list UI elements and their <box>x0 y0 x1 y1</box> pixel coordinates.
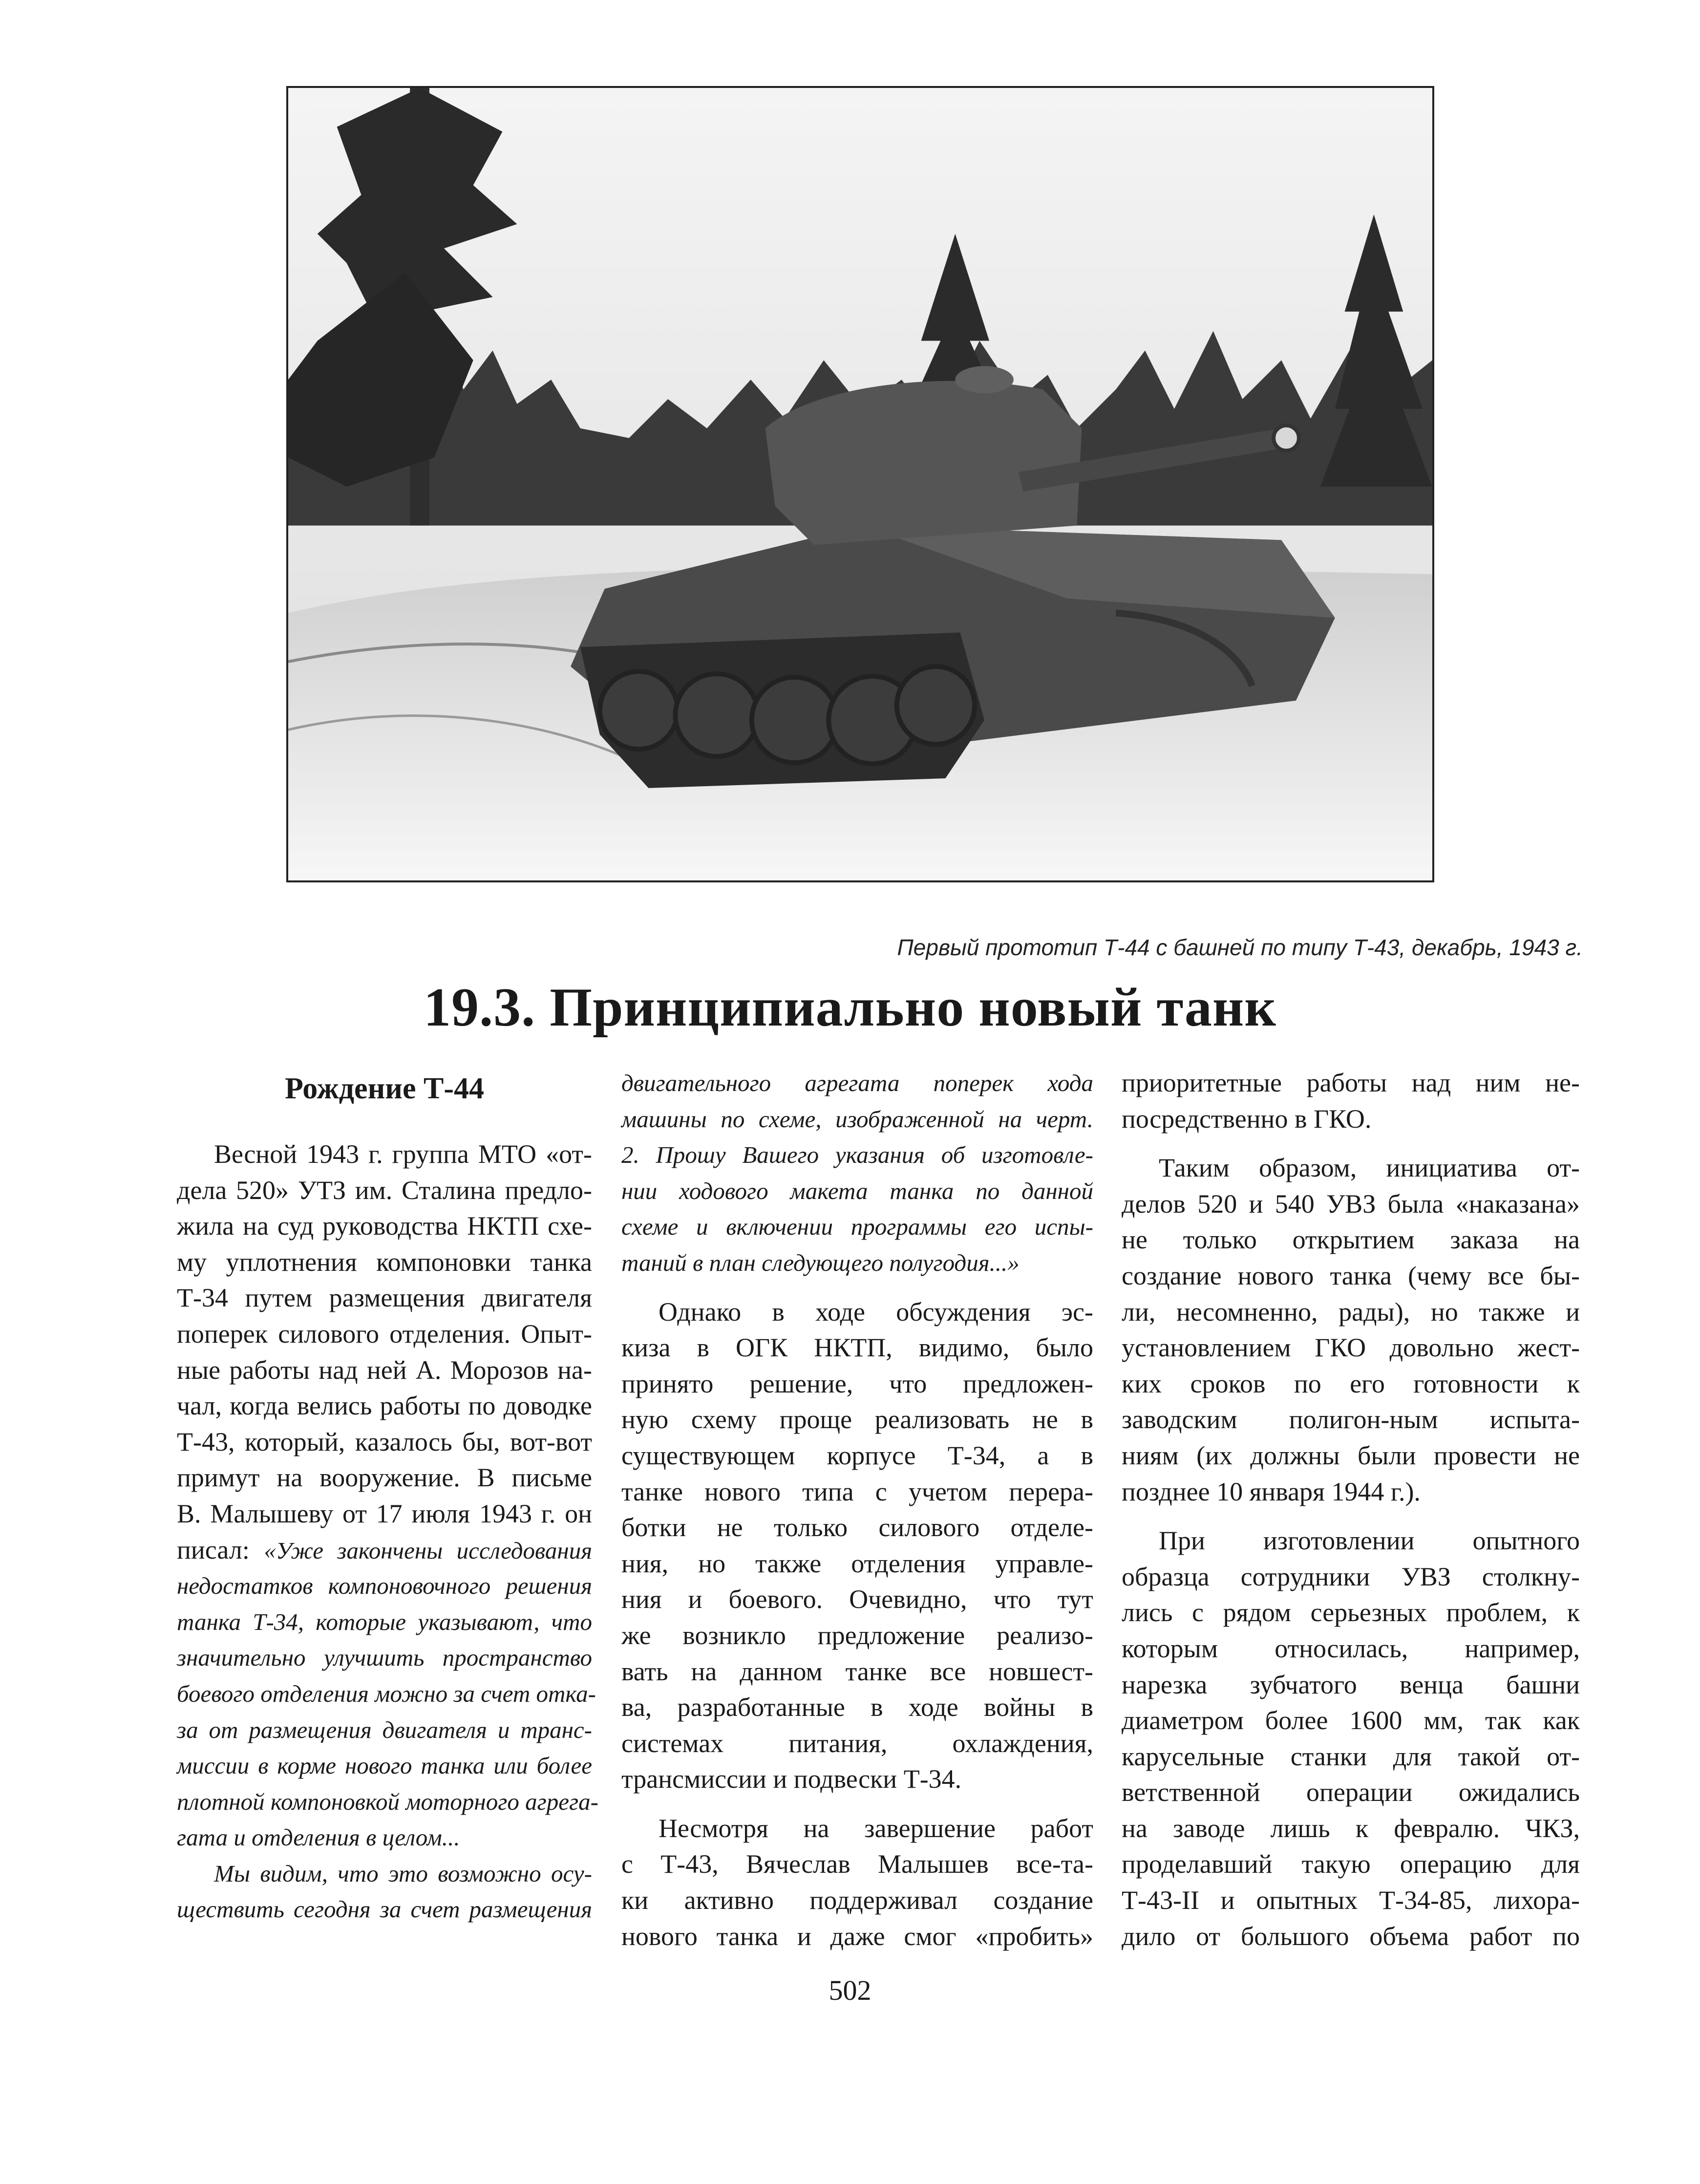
text-line: ки активно поддерживал создание <box>621 1885 1093 1915</box>
tank-turret <box>765 381 1082 545</box>
quote-fragment: «Уже закончены исследования <box>264 1537 592 1564</box>
tank-photo <box>286 86 1434 882</box>
text-line: проделавший такую операцию для <box>1122 1849 1580 1879</box>
text-line: киза в ОГК НКТП, видимо, было <box>621 1333 1093 1363</box>
quote-line: 2. Прошу Вашего указания об изготовле- <box>621 1141 1093 1169</box>
quote-line: Мы видим, что это возможно осу- <box>214 1860 592 1887</box>
quote-line: схеме и включении программы его испы- <box>621 1213 1093 1241</box>
quote-line: танка Т-34, которые указывают, что <box>177 1608 592 1635</box>
figure-caption: Первый прототип Т-44 с башней по типу Т-43, декабрь, 1943 г. <box>897 935 1583 960</box>
text-line: на заводе лишь к февралю. ЧКЗ, <box>1122 1813 1580 1843</box>
quote-line: недостатков компоновочного решения <box>177 1572 592 1600</box>
text-line: приоритетные работы над ним не- <box>1122 1068 1580 1097</box>
text-line: дило от большого объема работ по <box>1122 1921 1580 1951</box>
text-line: трансмиссии и подвески Т-34. <box>621 1764 962 1794</box>
quote-line: двигательного агрегата поперек хода <box>621 1070 1093 1096</box>
text-line: Т-43, который, казалось бы, вот-вот <box>177 1427 592 1456</box>
text-line: системах питания, охлаждения, <box>621 1728 1093 1758</box>
text-line: танке нового типа с учетом перера- <box>621 1477 1093 1506</box>
text-line: ва, разработанные в ходе войны в <box>621 1692 1093 1722</box>
text-line: ную схему проще реализовать не в <box>621 1405 1093 1435</box>
text-column-3 <box>1122 1065 1580 1954</box>
text-line: чал, когда велись работы по доводке <box>177 1391 592 1421</box>
text-line: жила на суд руководства НКТП схе- <box>177 1211 592 1241</box>
text-line: Весной 1943 г. группа МТО «от- <box>214 1139 592 1169</box>
text-line: которым относилась, например, <box>1122 1633 1580 1663</box>
text-line: ветственной операции ожидались <box>1122 1777 1580 1807</box>
text-line: установлением ГКО довольно жест- <box>1122 1333 1580 1363</box>
text-line: Несмотря на завершение работ <box>659 1813 1093 1843</box>
text-line: нового танка и даже смог «пробить» <box>621 1921 1093 1951</box>
text-column-2 <box>621 1065 1093 1954</box>
text-line: Т-43-II и опытных Т-34-85, лихора- <box>1122 1885 1580 1915</box>
quote-line: значительно улучшить пространство <box>177 1644 592 1671</box>
text-line: диаметром более 1600 мм, так как <box>1122 1706 1580 1735</box>
text-line: ния, но также отделения управле- <box>621 1548 1093 1578</box>
section-heading: 19.3. Принципиально новый танк <box>424 977 1276 1038</box>
text-line: При изготовлении опытного <box>1159 1526 1580 1556</box>
quote-line: боевого отделения можно за счет отка- <box>177 1680 596 1707</box>
subheading: Рождение Т-44 <box>284 1072 485 1105</box>
text-line: лись с рядом серьезных проблем, к <box>1122 1598 1580 1627</box>
text-line: Т-34 путем размещения двигателя <box>177 1283 592 1313</box>
quote-line: плотной компоновкой моторного агрега- <box>177 1788 598 1815</box>
text-line: Таким образом, инициатива от- <box>1159 1153 1580 1183</box>
text-line: не только открытием заказа на <box>1122 1225 1580 1255</box>
text-line: В. Малышеву от 17 июля 1943 г. он <box>177 1499 592 1528</box>
text-line: нарезка зубчатого венца башни <box>1122 1670 1580 1699</box>
text-fragment: писал: <box>177 1535 250 1564</box>
quote-line: миссии в корме нового танка или более <box>177 1752 592 1779</box>
quote-line: машины по схеме, изображенной на черт. <box>621 1105 1093 1133</box>
text-line: му уплотнения компоновки танка <box>177 1247 592 1277</box>
text-line: посредственно в ГКО. <box>1122 1104 1372 1134</box>
page-number: 502 <box>829 1974 871 2006</box>
text-line: с Т-43, Вячеслав Малышев все-та- <box>621 1849 1093 1879</box>
text-line: примут на вооружение. В письме <box>177 1463 592 1493</box>
text-column-1 <box>177 1065 598 1927</box>
text-line: заводским полигон-ным испыта- <box>1122 1405 1580 1435</box>
text-line: ниям (их должны были провести не <box>1122 1440 1580 1470</box>
text-line: Однако в ходе обсуждения эс- <box>659 1297 1093 1327</box>
text-line: дела 520» УТЗ им. Сталина предло- <box>177 1175 592 1205</box>
text-line-with-quote <box>177 1532 592 1568</box>
text-line: позднее 10 января 1944 г.). <box>1122 1477 1421 1506</box>
text-line: ли, несомненно, рады), но также и <box>1122 1297 1580 1327</box>
text-line: поперек силового отделения. Опыт- <box>177 1319 592 1349</box>
tank-photo-drawing <box>288 88 1432 880</box>
text-line: существующем корпусе Т-34, а в <box>621 1440 1093 1470</box>
text-line: ные работы над ней А. Морозов на- <box>177 1355 592 1385</box>
text-line: образца сотрудники УВЗ столкну- <box>1122 1562 1580 1591</box>
quote-line: гата и отделения в целом... <box>177 1824 460 1851</box>
quote-line: ществить сегодня за счет размещения <box>177 1896 592 1923</box>
quote-line: за от размещения двигателя и транс- <box>177 1716 592 1743</box>
text-line: ботки не только силового отделе- <box>621 1513 1093 1542</box>
text-line: вать на данном танке все новшест- <box>621 1656 1093 1686</box>
text-line: ния и боевого. Очевидно, что тут <box>621 1584 1093 1614</box>
quote-line: таний в план следующего полугодия...» <box>621 1249 1020 1276</box>
text-line: делов 520 и 540 УВЗ была «наказана» <box>1122 1189 1580 1219</box>
quote-line: нии ходового макета танка по данной <box>621 1177 1093 1204</box>
text-line: карусельные станки для такой от- <box>1122 1741 1580 1771</box>
text-line: же возникло предложение реализо- <box>621 1620 1093 1650</box>
text-line: создание нового танка (чему все бы- <box>1122 1261 1580 1290</box>
text-line: принято решение, что предложен- <box>621 1369 1093 1398</box>
text-line: ких сроков по его готовности к <box>1122 1369 1580 1398</box>
